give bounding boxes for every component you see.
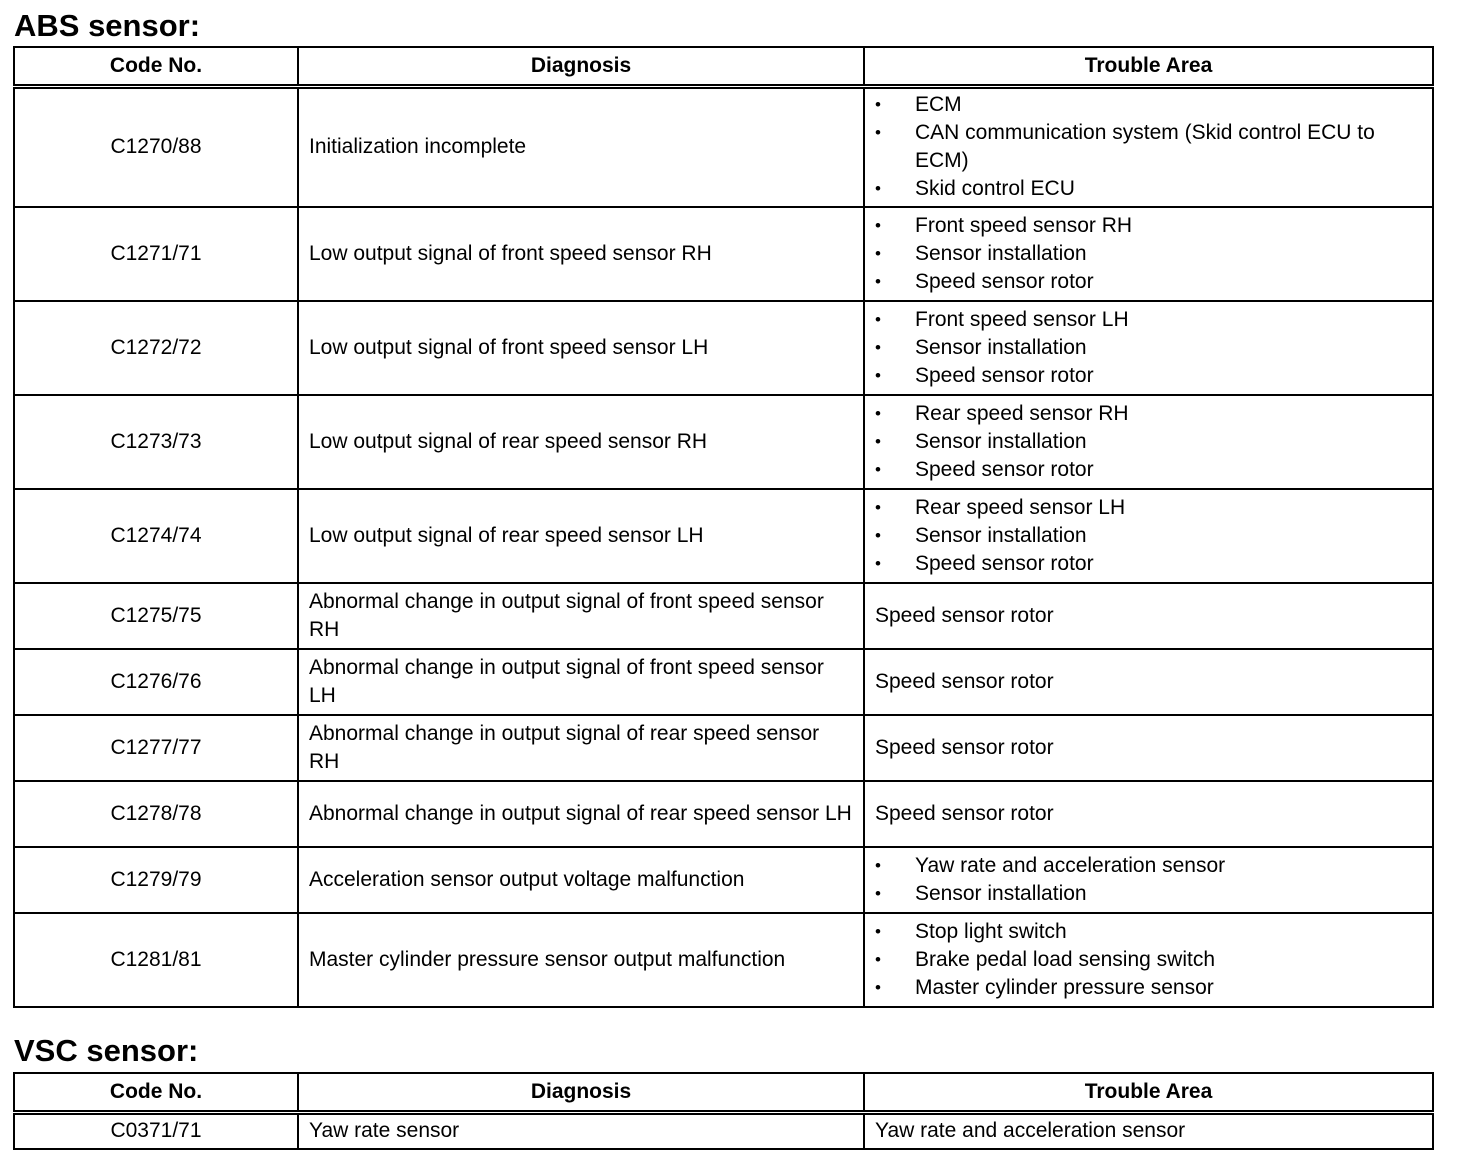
diagnosis-cell: Initialization incomplete (298, 87, 864, 207)
diagnosis-cell: Yaw rate sensor (298, 1113, 864, 1149)
abs-dtc-table (13, 46, 1434, 1008)
header-trouble-area: Trouble Area (864, 1073, 1433, 1113)
list-item: • Rear speed sensor RH (865, 400, 1412, 428)
trouble-area-cell (864, 301, 1433, 395)
table-row (14, 1113, 1433, 1149)
header-code-no: Code No. (14, 47, 298, 87)
table-row (14, 301, 1433, 395)
header-code-no: Code No. (14, 1073, 298, 1113)
table-row (14, 583, 1433, 649)
diagnosis-cell: Master cylinder pressure sensor output malfunction (298, 913, 864, 1007)
table-row (14, 395, 1433, 489)
abs-table-body (14, 87, 1433, 1007)
list-item: • Sensor installation (865, 240, 1412, 268)
table-row (14, 715, 1433, 781)
diagnosis-cell: Abnormal change in output signal of rear speed sensor RH (298, 715, 864, 781)
list-item: • ECM (865, 91, 1412, 119)
trouble-area-list (865, 212, 1412, 296)
table-row (14, 207, 1433, 301)
code-cell: C0371/71 (14, 1113, 298, 1149)
list-item: • Speed sensor rotor (865, 362, 1412, 390)
diagnosis-cell: Low output signal of front speed sensor LH (298, 301, 864, 395)
table-row (14, 489, 1433, 583)
table-row (14, 847, 1433, 913)
trouble-area-cell (864, 87, 1433, 207)
list-item: • Sensor installation (865, 428, 1412, 456)
list-item: • Stop light switch (865, 918, 1412, 946)
diagnosis-cell: Acceleration sensor output voltage malfunction (298, 847, 864, 913)
code-cell: C1279/79 (14, 847, 298, 913)
list-item: • CAN communication system (Skid control ECU to ECM) (865, 119, 1412, 175)
header-diagnosis: Diagnosis (298, 1073, 864, 1113)
list-item: • Speed sensor rotor (865, 456, 1412, 484)
table-header-row (14, 1073, 1433, 1113)
trouble-area-cell (864, 395, 1433, 489)
code-cell: C1272/72 (14, 301, 298, 395)
list-item: • Yaw rate and acceleration sensor (865, 852, 1412, 880)
trouble-area-cell (864, 847, 1433, 913)
list-item: • Sensor installation (865, 522, 1412, 550)
trouble-area-cell: Speed sensor rotor (864, 583, 1433, 649)
list-item: • Master cylinder pressure sensor (865, 974, 1412, 1002)
diagnosis-cell: Abnormal change in output signal of front speed sensor LH (298, 649, 864, 715)
list-item: • Skid control ECU (865, 175, 1412, 203)
list-item: • Speed sensor rotor (865, 268, 1412, 296)
trouble-area-cell: Speed sensor rotor (864, 649, 1433, 715)
abs-section-title: ABS sensor: (14, 8, 201, 43)
header-diagnosis: Diagnosis (298, 47, 864, 87)
header-trouble-area: Trouble Area (864, 47, 1433, 87)
trouble-area-list (865, 852, 1412, 908)
trouble-area-list (865, 918, 1412, 1002)
code-cell: C1273/73 (14, 395, 298, 489)
trouble-area-list (865, 400, 1412, 484)
trouble-area-list (865, 494, 1412, 578)
table-row (14, 781, 1433, 847)
trouble-area-cell (864, 913, 1433, 1007)
list-item: • Rear speed sensor LH (865, 494, 1412, 522)
trouble-area-cell: Yaw rate and acceleration sensor (864, 1113, 1433, 1149)
diagnosis-cell: Abnormal change in output signal of rear speed sensor LH (298, 781, 864, 847)
table-row (14, 87, 1433, 207)
diagnosis-cell: Abnormal change in output signal of front speed sensor RH (298, 583, 864, 649)
diagnosis-cell: Low output signal of rear speed sensor LH (298, 489, 864, 583)
code-cell: C1270/88 (14, 87, 298, 207)
list-item: • Front speed sensor LH (865, 306, 1412, 334)
diagnosis-cell: Low output signal of rear speed sensor RH (298, 395, 864, 489)
vsc-dtc-table (13, 1072, 1434, 1150)
code-cell: C1277/77 (14, 715, 298, 781)
table-header-row (14, 47, 1433, 87)
trouble-area-cell (864, 207, 1433, 301)
list-item: • Front speed sensor RH (865, 212, 1412, 240)
list-item: • Sensor installation (865, 880, 1412, 908)
code-cell: C1275/75 (14, 583, 298, 649)
trouble-area-cell: Speed sensor rotor (864, 781, 1433, 847)
code-cell: C1271/71 (14, 207, 298, 301)
trouble-area-cell: Speed sensor rotor (864, 715, 1433, 781)
trouble-area-cell (864, 489, 1433, 583)
table-row (14, 913, 1433, 1007)
code-cell: C1281/81 (14, 913, 298, 1007)
table-row (14, 649, 1433, 715)
vsc-table-body (14, 1113, 1433, 1149)
code-cell: C1278/78 (14, 781, 298, 847)
trouble-area-list (865, 306, 1412, 390)
code-cell: C1274/74 (14, 489, 298, 583)
list-item: • Sensor installation (865, 334, 1412, 362)
code-cell: C1276/76 (14, 649, 298, 715)
diagnosis-cell: Low output signal of front speed sensor RH (298, 207, 864, 301)
vsc-section-title: VSC sensor: (14, 1033, 199, 1068)
list-item: • Speed sensor rotor (865, 550, 1412, 578)
list-item: • Brake pedal load sensing switch (865, 946, 1412, 974)
trouble-area-list (865, 91, 1412, 203)
